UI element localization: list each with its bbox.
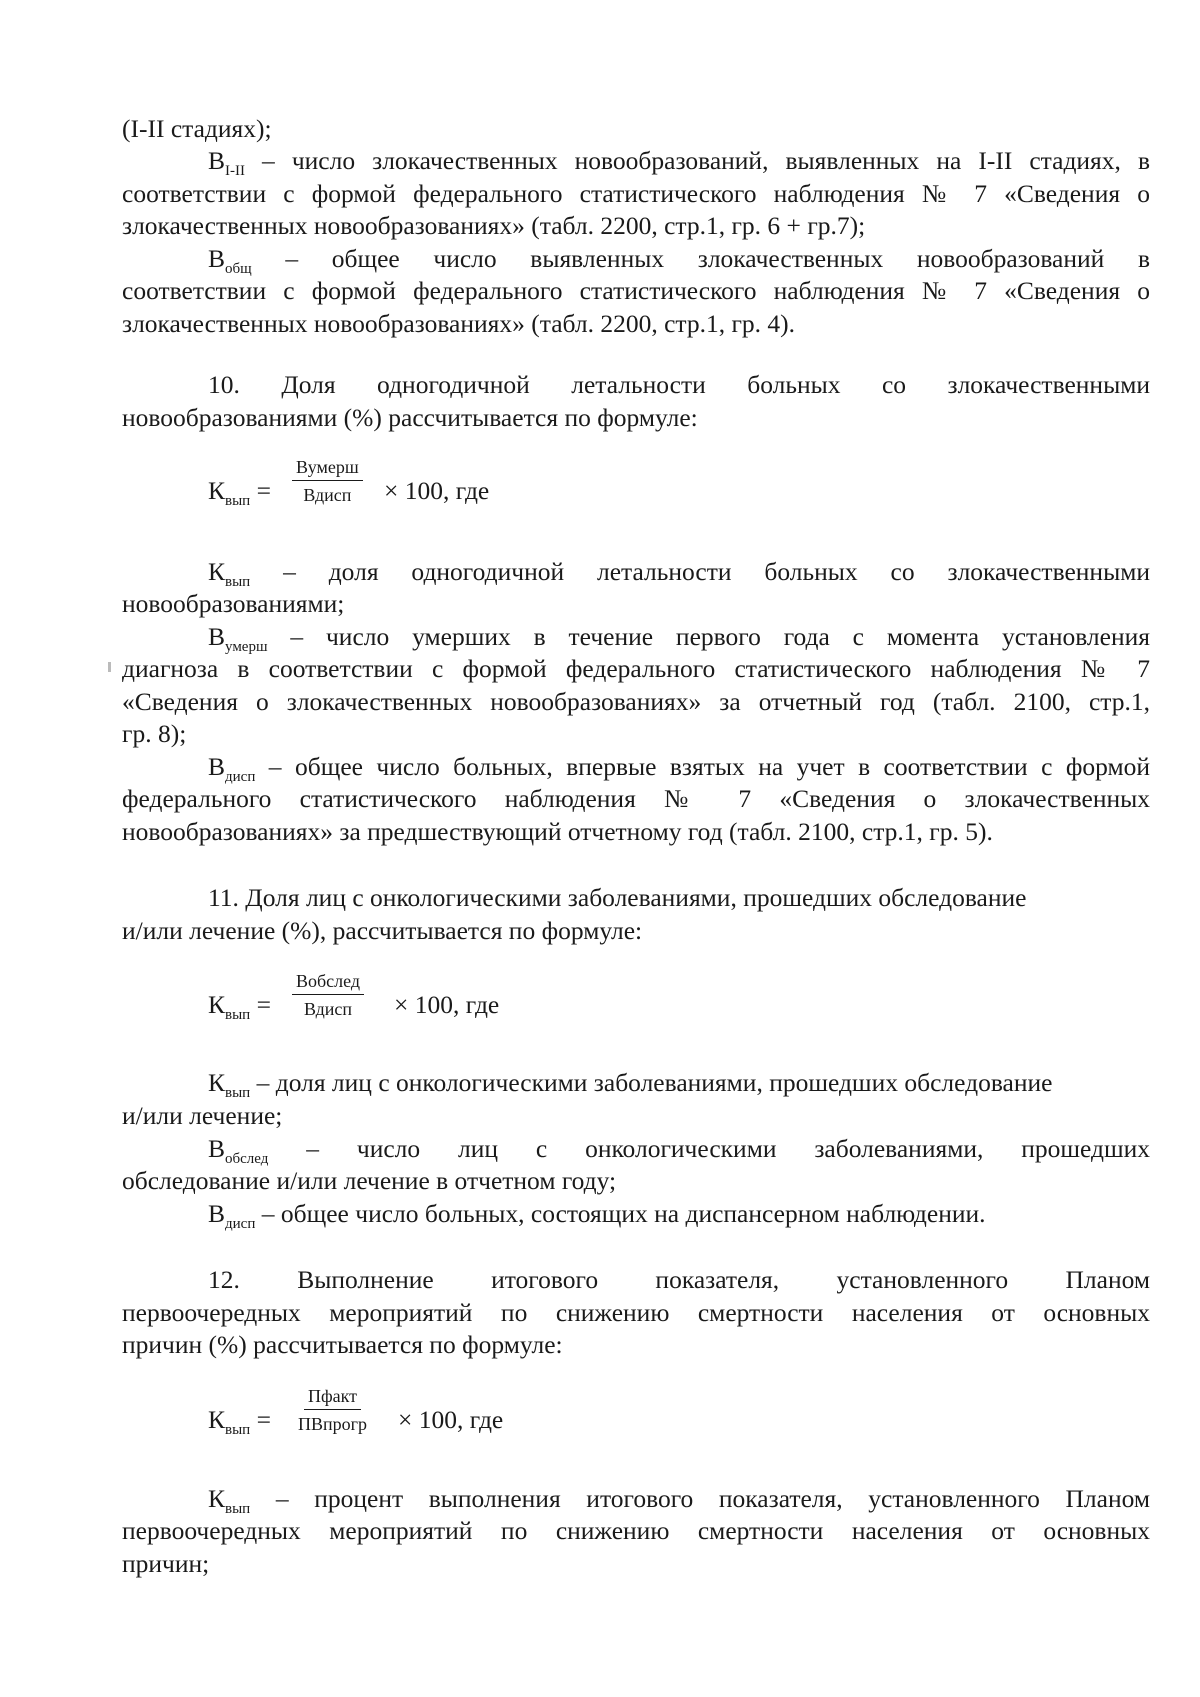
fraction <box>292 456 363 506</box>
denominator: Вдисп <box>303 485 352 505</box>
numerator: Вумерш <box>292 456 363 481</box>
document-page: (I-II стадиях); $В_{I-II}$ – число злокачественных новообразований, выявленных на I-II стадиях, в соответствии с формой федерального статистического наблюдения № 7 «Сведения о злокачественных новообразованиях» (табл. 2200, стр.1, гр. 6 + гр.7); $В_{общ}$ – общее число выявленных злокачественных новообразований в соответствии с формой федерального статистического наблюдения № 7 «Сведения о злокачественных новообразованиях» (табл. 2200, стр.1, гр. 4). 10. Доля одногодичной летальности больных со злокачественными новообразованиями (%) рассчитывается по формуле: $К_{вып}$ = Вумерш Вдисп × 100, где $К_{вып}$ – доля одногодичной летальности больных со злокачественными новообразованиями; $В_{умерш}$ – число умерших в течение первого года с момента установления диагноза в соответствии с формой федерального статистического наблюдения № 7 «Сведения о злокачественных новообразованиях» за отчетный год (табл. 2100, стр.1, гр. 8); $В_{дисп}$ – общее число больных, впервые взятых на учет в соответствии с формой федерального статистического наблюдения № 7 «Сведения о злокачественных новообразованиях» за предшествующий отчетному год (табл. 2100, стр.1, гр. 5). 11. Доля лиц с онкологическими заболеваниями, прошедших обследование и/или лечение (%), рассчитывается по формуле: $К_{вып}$ = Вобслед Вдисп × 100, где $К_{вып}$ – доля лиц с онкологическими заболеваниями, прошедших обследование и/или лечение; $В_{обслед}$ – число лиц с онкологическими заболеваниями, прошедших обследование и/или лечение в отчетном году; $В_{дисп}$ – общее число больных, состоящих на диспансерном наблюдении. 12. Выполнение итогового показателя, установленного Планом первоочередных мероприятий по снижению смертности населения от основных причин (%) рассчитывается по формуле: $К_{вып}$ = Пфакт ПВпрогр × 100, где $К_{вып}$ – процент выполнения итогового показателя, установленного Планом первоочередных мероприятий по снижению смертности населения от основных причин; <box>0 0 1200 1697</box>
text-line: (I-II стадиях); <box>122 114 272 143</box>
section-10-heading: 10. Доля одногодичной летальности больных со злокачественными <box>208 370 1150 399</box>
fraction <box>294 1385 371 1435</box>
text-line: первоочередных мероприятий по снижению смертности населения от основных <box>122 1516 1150 1545</box>
definition-k-vyp: $К_{вып}$ – процент выполнения итогового показателя, установленного Планом <box>208 1484 1150 1517</box>
definition-k-vyp: $К_{вып}$ – доля одногодичной летальности больных со злокачественными <box>208 557 1150 590</box>
text-line: обследование и/или лечение в отчетном году; <box>122 1166 617 1195</box>
definition-b-obsled: $В_{обслед}$ – число лиц с онкологическими заболеваниями, прошедших <box>208 1134 1150 1167</box>
definition-k-vyp: $К_{вып}$ – доля лиц с онкологическими заболеваниями, прошедших обследование <box>208 1068 1053 1101</box>
denominator: ПВпрогр <box>298 1414 368 1434</box>
text-line: соответствии с формой федерального статистического наблюдения № 7 «Сведения о <box>122 276 1150 305</box>
text-line: злокачественных новообразованиях» (табл. 2200, стр.1, гр. 6 + гр.7); <box>122 211 866 240</box>
text-line: новообразованиями (%) рассчитывается по формуле: <box>122 403 698 432</box>
denominator: Вдисп <box>304 999 353 1019</box>
text-line: причин; <box>122 1549 210 1578</box>
text-line: «Сведения о злокачественных новообразованиях» за отчетный год (табл. 2100, стр.1, <box>122 687 1150 716</box>
text-line: злокачественных новообразованиях» (табл. 2200, стр.1, гр. 4). <box>122 309 796 338</box>
text-line: первоочередных мероприятий по снижению смертности населения от основных <box>122 1298 1150 1327</box>
text-line: гр. 8); <box>122 719 187 748</box>
definition-b-i-ii: $В_{I-II}$ – число злокачественных новообразований, выявленных на I-II стадиях, в <box>208 146 1150 179</box>
text-line: соответствии с формой федерального статистического наблюдения № 7 «Сведения о <box>122 179 1150 208</box>
text-line: диагноза в соответствии с формой федерального статистического наблюдения № 7 <box>122 654 1150 683</box>
definition-b-disp: $В_{дисп}$ – общее число больных, состоящих на диспансерном наблюдении. <box>208 1199 986 1232</box>
definition-b-obshch: $В_{общ}$ – общее число выявленных злокачественных новообразований в <box>208 244 1150 277</box>
text-line: федерального статистического наблюдения № 7 «Сведения о злокачественных <box>122 784 1150 813</box>
section-11-heading: 11. Доля лиц с онкологическими заболеваниями, прошедших обследование <box>208 883 1027 912</box>
definition-b-umersh: $В_{умерш}$ – число умерших в течение первого года с момента установления <box>208 622 1150 655</box>
text-line: причин (%) рассчитывается по формуле: <box>122 1330 563 1359</box>
text-line: новообразованиями; <box>122 589 345 618</box>
fraction <box>292 970 364 1020</box>
text-line: и/или лечение; <box>122 1101 283 1130</box>
definition-b-disp: $В_{дисп}$ – общее число больных, впервые взятых на учет в соответствии с формой <box>208 752 1150 785</box>
numerator: Пфакт <box>304 1385 361 1410</box>
scan-speck <box>108 662 111 672</box>
section-12-heading: 12. Выполнение итогового показателя, установленного Планом <box>208 1265 1150 1294</box>
text-line: и/или лечение (%), рассчитывается по формуле: <box>122 916 643 945</box>
text-line: новообразованиях» за предшествующий отчетному год (табл. 2100, стр.1, гр. 5). <box>122 817 993 846</box>
numerator: Вобслед <box>292 970 364 995</box>
